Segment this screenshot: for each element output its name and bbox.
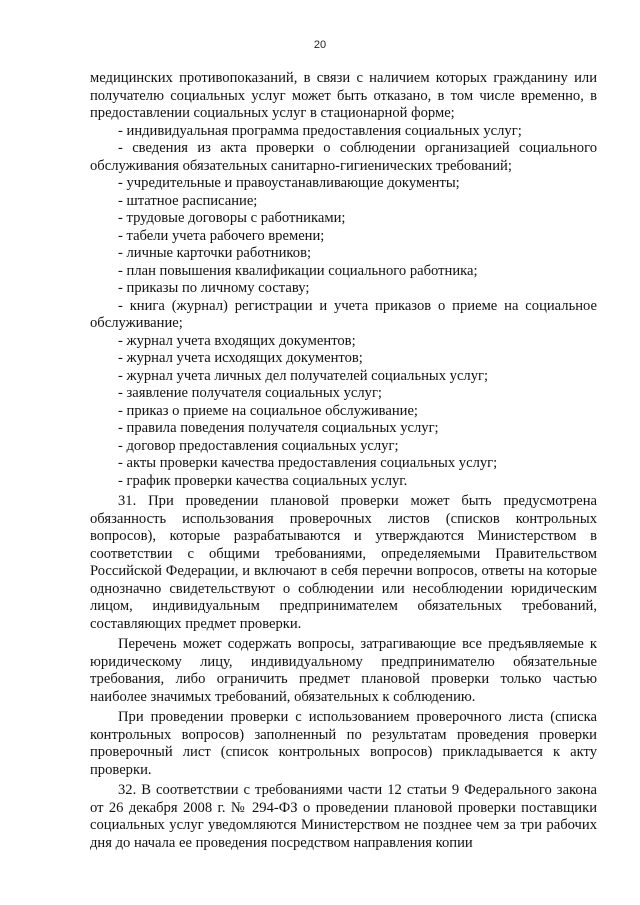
list-item: - журнал учета исходящих документов;	[118, 350, 363, 366]
list-item: - журнал учета личных дел получателей социальных услуг;	[118, 367, 489, 384]
document-list	[90, 123, 597, 491]
document-body	[90, 70, 597, 852]
list-item: - журнал учета входящих документов;	[118, 332, 356, 349]
list-item: - учредительные и правоустанавливающие документы;	[118, 175, 460, 191]
page-number: 20	[313, 39, 327, 51]
list-item: - личные карточки работников;	[118, 245, 312, 261]
intro-paragraph: медицинских противопоказаний, в связи с наличием которых гражданину или получателю социальных услуг может быть отказано, в том числе временно, в предоставлении социальных услуг в стационарной форме;	[90, 70, 597, 121]
list-item: - штатное расписание;	[118, 192, 258, 209]
list-item: - книга (журнал) регистрации и учета приказов о приеме на социальное обслуживание;	[90, 297, 597, 331]
paragraph-31: 31. При проведении плановой проверки может быть предусмотрена обязанность использования проверочных листов (списков контрольных вопросов), которые разрабатываются и утверждаются Министерством в соответствии с общими требованиями, определяемыми Правительством Российской Федерации, и включают в себя перечни вопросов, ответы на которые однозначно свидетельствуют о соблюдении или несоблюдении юридическим лицом, индивидуальным предпринимателем обязательных требований, составляющих предмет проверки.	[90, 493, 597, 632]
list-item: - сведения из акта проверки о соблюдении организацией социального обслуживания обязательных санитарно-гигиенических требований;	[90, 140, 597, 174]
list-item: - договор предоставления социальных услуг;	[118, 437, 399, 454]
paragraph-checklist-attachment: При проведении проверки с использованием проверочного листа (списка контрольных вопросов) заполненный по результатам проведения проверки проверочный лист (список контрольных вопросов) прикладывается к акту проверки.	[90, 709, 597, 778]
list-item: - табели учета рабочего времени;	[118, 227, 325, 244]
list-item: - правила поведения получателя социальных услуг;	[118, 420, 439, 436]
list-item: - план повышения квалификации социального работника;	[118, 262, 478, 279]
list-item: - приказы по личному составу;	[118, 280, 310, 296]
list-item: - заявление получателя социальных услуг;	[118, 385, 382, 401]
paragraph-32: 32. В соответствии с требованиями части 12 статьи 9 Федерального закона от 26 декабря 2008 г. № 294-ФЗ о проведении плановой проверки поставщики социальных услуг уведомляются Министерством не позднее чем за три рабочих дня до начала ее проведения посредством направления копии	[90, 782, 597, 851]
list-item: - трудовые договоры с работниками;	[118, 210, 346, 226]
list-item: - график проверки качества социальных услуг.	[118, 472, 408, 489]
paragraph-checklist-scope: Перечень может содержать вопросы, затрагивающие все предъявляемые к юридическому лицу, индивидуальному предпринимателю обязательные требования, либо ограничить предмет плановой проверки только частью наиболее значимых требований, обязательных к соблюдению.	[90, 636, 597, 705]
list-item: - приказ о приеме на социальное обслуживание;	[118, 402, 418, 419]
list-item: - акты проверки качества предоставления социальных услуг;	[118, 455, 498, 471]
list-item: - индивидуальная программа предоставления социальных услуг;	[118, 122, 522, 139]
